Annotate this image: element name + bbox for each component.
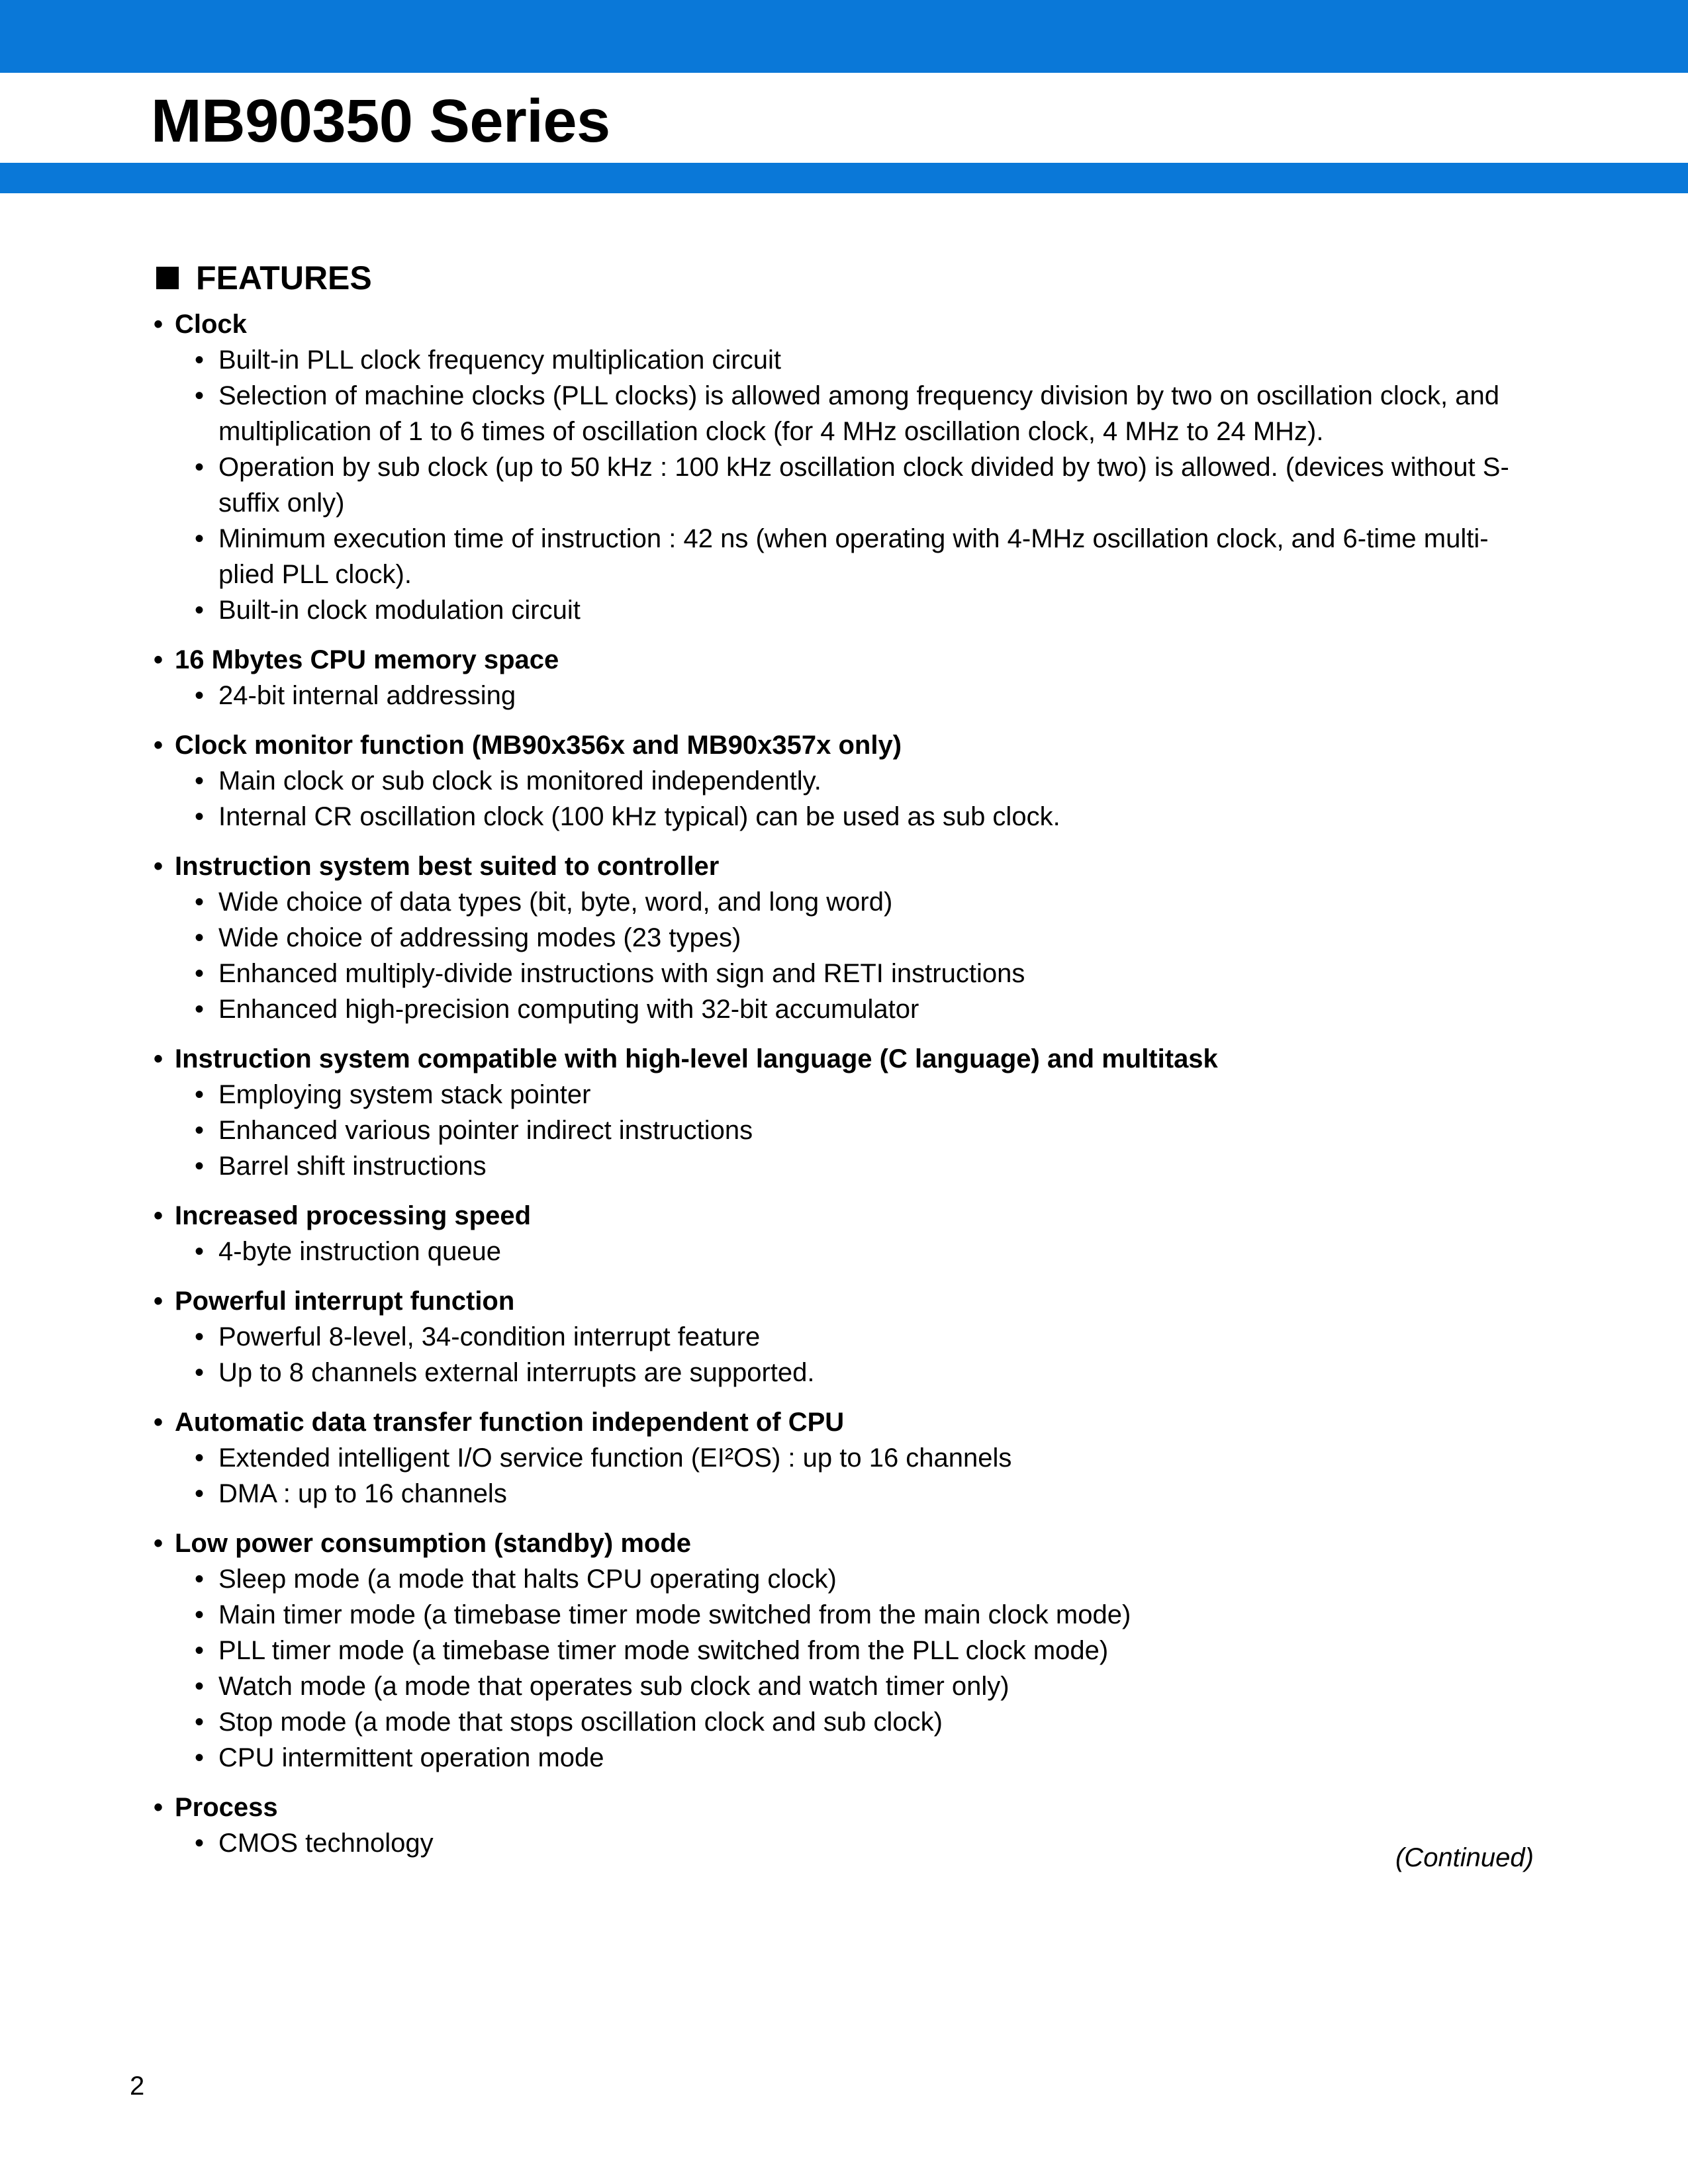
feature-item-list	[154, 1319, 1537, 1390]
feature-group	[154, 306, 1537, 628]
feature-item-text: 24-bit internal addressing	[218, 681, 516, 710]
feature-item-text: Minimum execution time of instruction : 42 ns (when operating with 4-MHz oscillation clock, and 6-time multi-plied PLL clock).	[218, 524, 1489, 589]
feature-title-text: Powerful interrupt function	[175, 1287, 515, 1316]
bullet-dot-icon: •	[154, 310, 164, 339]
feature-title-text: Process	[175, 1793, 278, 1822]
bullet-dot-icon: •	[154, 645, 164, 674]
feature-title	[154, 1283, 1537, 1319]
bullet-dot-icon: •	[154, 731, 164, 760]
square-bullet-icon	[156, 267, 179, 289]
feature-item-text: Barrel shift instructions	[218, 1152, 487, 1181]
feature-item	[195, 884, 1537, 920]
feature-item	[195, 991, 1537, 1027]
feature-item-text: Built-in clock modulation circuit	[218, 596, 581, 625]
feature-group	[154, 1525, 1537, 1776]
feature-title-text: Instruction system compatible with high-level language (C language) and multitask	[175, 1044, 1218, 1073]
feature-item-text: PLL timer mode (a timebase timer mode switched from the PLL clock mode)	[218, 1636, 1109, 1665]
feature-item	[195, 1355, 1537, 1390]
feature-title-text: 16 Mbytes CPU memory space	[175, 645, 559, 674]
feature-item	[195, 1597, 1537, 1633]
feature-title-text: Increased processing speed	[175, 1201, 532, 1230]
feature-item-text: Internal CR oscillation clock (100 kHz typical) can be used as sub clock.	[218, 802, 1060, 831]
feature-item-text: DMA : up to 16 channels	[218, 1479, 507, 1508]
feature-title-text: Clock	[175, 310, 247, 339]
feature-item	[195, 1633, 1537, 1668]
feature-item	[195, 592, 1537, 628]
feature-item	[195, 1440, 1537, 1476]
feature-item-text: Operation by sub clock (up to 50 kHz : 100 kHz oscillation clock divided by two) is allowed. (devices without S-suffix only)	[218, 453, 1509, 518]
bullet-icon: •	[195, 596, 205, 625]
feature-item-text: Main timer mode (a timebase timer mode switched from the main clock mode)	[218, 1600, 1131, 1629]
feature-item-list	[154, 1440, 1537, 1512]
section-heading-text: FEATURES	[196, 259, 372, 296]
feature-item-text: Wide choice of data types (bit, byte, word, and long word)	[218, 887, 893, 917]
page-number: 2	[130, 2071, 145, 2101]
feature-item-list	[154, 1561, 1537, 1776]
feature-title-text: Instruction system best suited to controller	[175, 852, 720, 881]
bullet-icon: •	[195, 681, 205, 710]
feature-item-text: Up to 8 channels external interrupts are supported.	[218, 1358, 815, 1387]
bullet-icon: •	[195, 923, 205, 952]
feature-groups	[154, 306, 1537, 1861]
feature-item-text: Enhanced various pointer indirect instructions	[218, 1116, 753, 1145]
feature-item-list	[154, 678, 1537, 713]
feature-group	[154, 1283, 1537, 1390]
bullet-icon: •	[195, 1152, 205, 1181]
bullet-icon: •	[195, 1322, 205, 1351]
bullet-icon: •	[195, 1443, 205, 1473]
bullet-icon: •	[195, 1829, 205, 1858]
bullet-icon: •	[195, 887, 205, 917]
feature-item	[195, 449, 1537, 521]
feature-item-text: Extended intelligent I/O service function (EI²OS) : up to 16 channels	[218, 1443, 1012, 1473]
bullet-icon: •	[195, 345, 205, 375]
header-top-band	[0, 0, 1688, 73]
feature-item	[195, 521, 1537, 592]
bullet-icon: •	[195, 1358, 205, 1387]
feature-item-text: Enhanced multiply-divide instructions with sign and RETI instructions	[218, 959, 1025, 988]
bullet-dot-icon: •	[154, 1529, 164, 1558]
feature-group	[154, 1198, 1537, 1269]
bullet-dot-icon: •	[154, 1408, 164, 1437]
bullet-dot-icon: •	[154, 1793, 164, 1822]
feature-item	[195, 1704, 1537, 1740]
feature-item-text: Enhanced high-precision computing with 32-bit accumulator	[218, 995, 919, 1024]
page-title: MB90350 Series	[151, 87, 610, 155]
feature-item-list	[154, 342, 1537, 628]
bullet-dot-icon: •	[154, 1044, 164, 1073]
header-bottom-band	[0, 163, 1688, 193]
feature-title	[154, 1790, 1537, 1825]
feature-item	[195, 1077, 1537, 1113]
feature-title	[154, 642, 1537, 678]
bullet-icon: •	[195, 381, 205, 410]
feature-item-list	[154, 884, 1537, 1027]
feature-item	[195, 799, 1537, 835]
features-section	[154, 255, 1537, 1875]
continued-note: (Continued)	[1395, 1843, 1534, 1872]
bullet-icon: •	[195, 524, 205, 553]
feature-group	[154, 727, 1537, 835]
feature-item	[195, 763, 1537, 799]
feature-item-text: CPU intermittent operation mode	[218, 1743, 604, 1772]
feature-item	[195, 1113, 1537, 1148]
bullet-icon: •	[195, 1636, 205, 1665]
feature-item	[195, 956, 1537, 991]
bullet-dot-icon: •	[154, 1287, 164, 1316]
bullet-icon: •	[195, 1707, 205, 1737]
feature-item	[195, 378, 1537, 449]
feature-item	[195, 920, 1537, 956]
feature-item-text: Main clock or sub clock is monitored independently.	[218, 766, 821, 796]
feature-item-list	[154, 1234, 1537, 1269]
feature-item	[195, 1740, 1537, 1776]
feature-group	[154, 848, 1537, 1027]
feature-item-text: Stop mode (a mode that stops oscillation clock and sub clock)	[218, 1707, 943, 1737]
feature-item-text: Powerful 8-level, 34-condition interrupt feature	[218, 1322, 761, 1351]
feature-title	[154, 1525, 1537, 1561]
feature-item	[195, 1561, 1537, 1597]
feature-group	[154, 1404, 1537, 1512]
feature-item-text: 4-byte instruction queue	[218, 1237, 501, 1266]
bullet-icon: •	[195, 1237, 205, 1266]
feature-group	[154, 642, 1537, 713]
feature-item-list	[154, 1077, 1537, 1184]
feature-item-text: Sleep mode (a mode that halts CPU operating clock)	[218, 1565, 837, 1594]
feature-title	[154, 306, 1537, 342]
feature-title	[154, 1041, 1537, 1077]
bullet-icon: •	[195, 1600, 205, 1629]
feature-item	[195, 1319, 1537, 1355]
bullet-icon: •	[195, 1743, 205, 1772]
feature-item	[195, 1234, 1537, 1269]
feature-item-list	[154, 763, 1537, 835]
feature-item	[195, 1476, 1537, 1512]
feature-title-text: Automatic data transfer function independent of CPU	[175, 1408, 845, 1437]
bullet-icon: •	[195, 1672, 205, 1701]
feature-title	[154, 1198, 1537, 1234]
feature-item-text: Wide choice of addressing modes (23 types)	[218, 923, 741, 952]
feature-title	[154, 848, 1537, 884]
bullet-icon: •	[195, 453, 205, 482]
feature-item-text: Built-in PLL clock frequency multiplication circuit	[218, 345, 781, 375]
section-heading	[154, 255, 1537, 301]
feature-title-text: Low power consumption (standby) mode	[175, 1529, 691, 1558]
feature-item-text: Selection of machine clocks (PLL clocks) is allowed among frequency division by two on oscillation clock, and multiplication of 1 to 6 times of oscillation clock (for 4 MHz oscillation clock, 4 MHz to 24 MHz).	[218, 381, 1500, 446]
bullet-icon: •	[195, 1080, 205, 1109]
bullet-icon: •	[195, 995, 205, 1024]
feature-item-text: Watch mode (a mode that operates sub clock and watch timer only)	[218, 1672, 1009, 1701]
feature-title	[154, 727, 1537, 763]
bullet-icon: •	[195, 802, 205, 831]
bullet-icon: •	[195, 766, 205, 796]
feature-item	[195, 1668, 1537, 1704]
feature-item	[195, 1148, 1537, 1184]
feature-item-text: Employing system stack pointer	[218, 1080, 591, 1109]
bullet-icon: •	[195, 1116, 205, 1145]
bullet-dot-icon: •	[154, 1201, 164, 1230]
bullet-icon: •	[195, 959, 205, 988]
bullet-icon: •	[195, 1479, 205, 1508]
feature-group	[154, 1041, 1537, 1184]
feature-title-text: Clock monitor function (MB90x356x and MB90x357x only)	[175, 731, 902, 760]
bullet-icon: •	[195, 1565, 205, 1594]
feature-item-text: CMOS technology	[218, 1829, 434, 1858]
bullet-dot-icon: •	[154, 852, 164, 881]
feature-title	[154, 1404, 1537, 1440]
feature-item	[195, 342, 1537, 378]
feature-item	[195, 678, 1537, 713]
